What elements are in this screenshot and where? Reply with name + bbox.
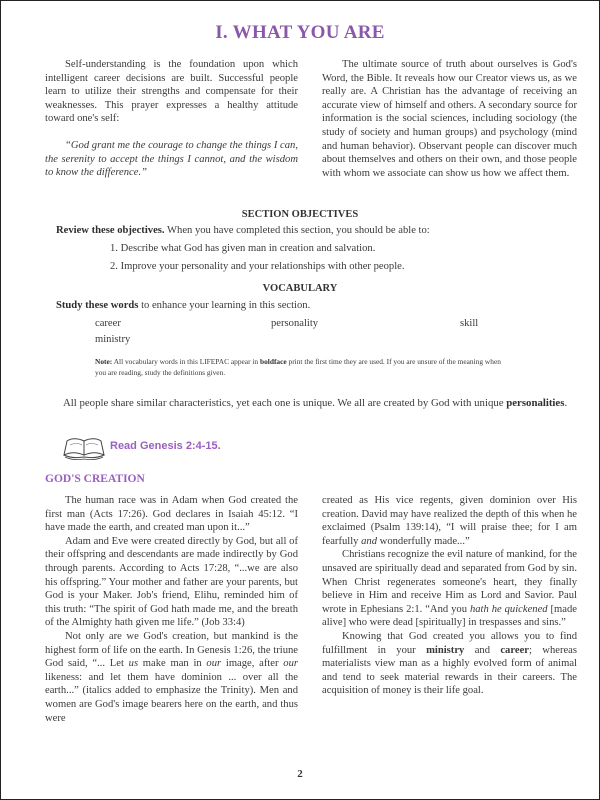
page-title: I. WHAT YOU ARE bbox=[215, 22, 385, 43]
vocabulary-lead bbox=[56, 300, 310, 311]
creation-paragraph-2: Adam and Eve were created directly by God, but all of their offspring and descendants are made indirectly by God through parents. According to Acts 17:28, “...we are also his offspring.” Your mother and father are your parents, but God is your Maker. Job's friend, Elihu, reminded him of this truth: “The spirit of God hath made me, and the breath of the Almighty hath given me life.” (Job 33:4) bbox=[45, 535, 298, 629]
personalities-paragraph bbox=[45, 396, 577, 410]
intro-paragraph: Self-understanding is the foundation upon which intelligent career decisions are built. Successful people learn to utilize their strengths and compensate for their weaknesses. This prayer expresses a healthy attitude toward one's self: bbox=[45, 59, 298, 125]
body-right-column bbox=[322, 494, 577, 698]
p6-text-b: ; whereas materialists view man as a highly evolved form of animal and tend to seek material rewards in their careers. The acquisition of money is their life goal. bbox=[322, 644, 577, 697]
objectives-lead-bold: Review these objectives. bbox=[56, 225, 165, 236]
vocab-word-career: career bbox=[95, 318, 121, 329]
p6-text-and: and bbox=[464, 644, 501, 656]
vocabulary-lead-text: to enhance your learning in this section. bbox=[138, 300, 311, 311]
vocab-word-ministry: ministry bbox=[95, 334, 131, 345]
objectives-lead-text: When you have completed this section, you should be able to: bbox=[164, 225, 430, 236]
creation-paragraph-1: The human race was in Adam when God created the first man (Acts 17:26). God declares in Isaiah 45:12. “I have made the earth, and created man upon it...” bbox=[45, 495, 298, 534]
p3-italic-our: our bbox=[206, 658, 222, 670]
note-text-rest: print the first time they are used. If you are unsure of the meaning when you are reading, study the definitions given. bbox=[95, 357, 501, 377]
vocab-word-personality: personality bbox=[271, 318, 319, 329]
p4-italic-and: and bbox=[361, 535, 378, 547]
p5-text-b: [made alive] who were dead [spiritually] in trespasses and sins.” bbox=[322, 603, 577, 629]
vocabulary-lead-bold: Study these words bbox=[56, 300, 139, 311]
p3-italic-our-2: our bbox=[283, 658, 298, 670]
p3-text-a: Not only are we God's creation, but mankind is the highest form of life on the earth. In Genesis 1:26, the triune God said, “... Let bbox=[45, 630, 298, 670]
personalities-bold: personalities bbox=[506, 397, 565, 409]
p4-text-a: created as His vice regents, given dominion over His creation. David may have realized the depth of this when he exclaimed (Psalm 139:14), “I will praise thee; for I am fearfully bbox=[322, 495, 577, 547]
p3-text-b: make man in bbox=[138, 658, 207, 670]
open-book-icon bbox=[62, 437, 106, 461]
truth-paragraph: The ultimate source of truth about ourselves is God's Word, the Bible. It reveals how our Creator views us, as we really are. A Christian has the advantage of receiving an accurate view of himself and others. A secondary source for information is the social sciences, including sociology (the study of society and human groups) and psychology (mind and human behavior). Observant people can discover much about themselves and others on their own, and those people with whom we associate can show us how we affect them. bbox=[322, 59, 577, 179]
personalities-text bbox=[45, 396, 577, 410]
creation-paragraph-5 bbox=[322, 548, 577, 630]
objective-item-2: 2. Improve your personality and your relationships with other people. bbox=[110, 261, 405, 272]
objective-item-1: 1. Describe what God has given man in creation and salvation. bbox=[110, 243, 376, 254]
vocabulary-note bbox=[95, 357, 505, 378]
gods-creation-heading: GOD'S CREATION bbox=[45, 473, 145, 485]
vocab-word-skill: skill bbox=[460, 318, 479, 329]
creation-paragraph-4 bbox=[322, 494, 577, 548]
p6-text-a: Knowing that God created you allows you to find fulfillment in your bbox=[322, 630, 577, 656]
note-label: Note: bbox=[95, 357, 113, 366]
p6-bold-career: career bbox=[500, 644, 529, 656]
personalities-text-body: All people share similar characteristics, yet each one is unique. We all are created by God with unique bbox=[63, 397, 507, 409]
p3-italic-us: us bbox=[128, 658, 139, 670]
vocabulary-heading: VOCABULARY bbox=[262, 283, 338, 294]
personalities-end: . bbox=[564, 397, 568, 409]
p3-text-c: image, after bbox=[221, 658, 284, 670]
p5-text-a: Christians recognize the evil nature of mankind, for the unsaved are spiritually dead and separated from God by sin. When Christ regenerates someone's heart, they finally believe in Him and receive Him as Lord and Savior. Paul wrote in Ephesians 2:1. “And you bbox=[322, 549, 577, 615]
creation-paragraph-3 bbox=[45, 630, 298, 725]
body-left-column bbox=[45, 494, 298, 725]
intro-right-column bbox=[322, 58, 577, 180]
section-objectives-heading: SECTION OBJECTIVES bbox=[241, 209, 359, 220]
p3-text-d: likeness: and let them have dominion ... over all the earth...” (italics added to emphasize the Trinity). Men and women are God's image bearers here on the earth, and thus were bbox=[45, 671, 298, 724]
note-text: All vocabulary words in this LIFEPAC appear in bbox=[112, 357, 260, 366]
read-genesis-reference: Read Genesis 2:4-15. bbox=[110, 440, 221, 452]
creation-paragraph-6 bbox=[322, 630, 577, 698]
serenity-quote: “God grant me the courage to change the things I can, the serenity to accept the things I cannot, and the wisdom to know the difference.” bbox=[45, 139, 298, 179]
note-boldface: boldface bbox=[259, 357, 287, 366]
p5-italic: hath he quickened bbox=[469, 603, 548, 615]
objectives-lead bbox=[56, 225, 430, 236]
intro-left-column bbox=[45, 58, 298, 180]
p6-bold-ministry: ministry bbox=[426, 644, 465, 656]
p4-text-b: wonderfully made...” bbox=[377, 535, 470, 547]
page-number: 2 bbox=[297, 768, 303, 780]
